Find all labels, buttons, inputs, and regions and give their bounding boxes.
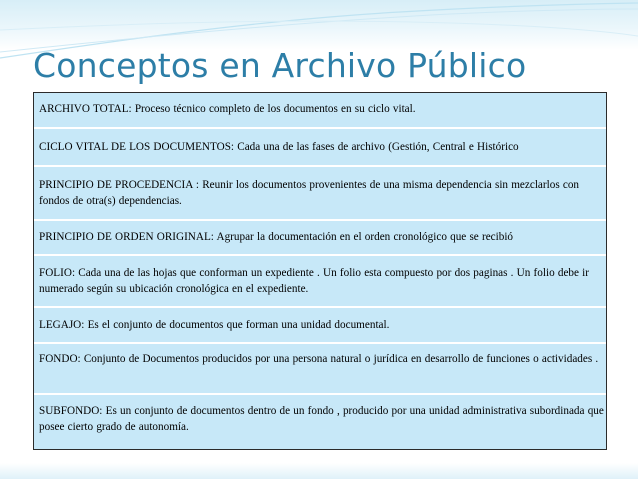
- divider: [34, 306, 606, 308]
- definition-legajo: LEGAJO: Es el conjunto de documentos que forman una unidad documental.: [39, 319, 390, 331]
- definitions-panel: [33, 92, 607, 450]
- definition-principio-procedencia: PRINCIPIO DE PROCEDENCIA : Reunir los documentos provenientes de una misma dependencia sin mezclarlos con fondos de otra(s) dependencias.: [39, 179, 580, 207]
- definition-ciclo-vital: CICLO VITAL DE LOS DOCUMENTOS: Cada una de las fases de archivo (Gestión, Central e Histórico: [39, 141, 519, 153]
- divider: [34, 219, 606, 221]
- definition-principio-orden-original: PRINCIPIO DE ORDEN ORIGINAL: Agrupar la documentación en el orden cronológico que se recibió: [39, 231, 514, 243]
- divider: [34, 393, 606, 395]
- definition-subfondo: SUBFONDO: Es un conjunto de documentos dentro de un fondo , producido por una unidad administrativa subordinada que posee cierto grado de autonomía.: [39, 405, 604, 433]
- divider: [34, 165, 606, 167]
- divider: [34, 254, 606, 256]
- definition-fondo: FONDO: Conjunto de Documentos producidos por una persona natural o jurídica en desarrollo de funciones o actividades .: [39, 353, 599, 365]
- definition-folio: FOLIO: Cada una de las hojas que conforman un expediente . Un folio esta compuesto por dos paginas . Un folio debe ir numerado según su ubicación cronológica en el expediente.: [39, 267, 590, 295]
- definition-archivo-total: ARCHIVO TOTAL: Proceso técnico completo de los documentos en su ciclo vital.: [39, 103, 416, 115]
- footer-band: [0, 463, 638, 479]
- divider: [34, 342, 606, 344]
- divider: [34, 127, 606, 129]
- slide-title: Conceptos en Archivo Público: [33, 46, 527, 85]
